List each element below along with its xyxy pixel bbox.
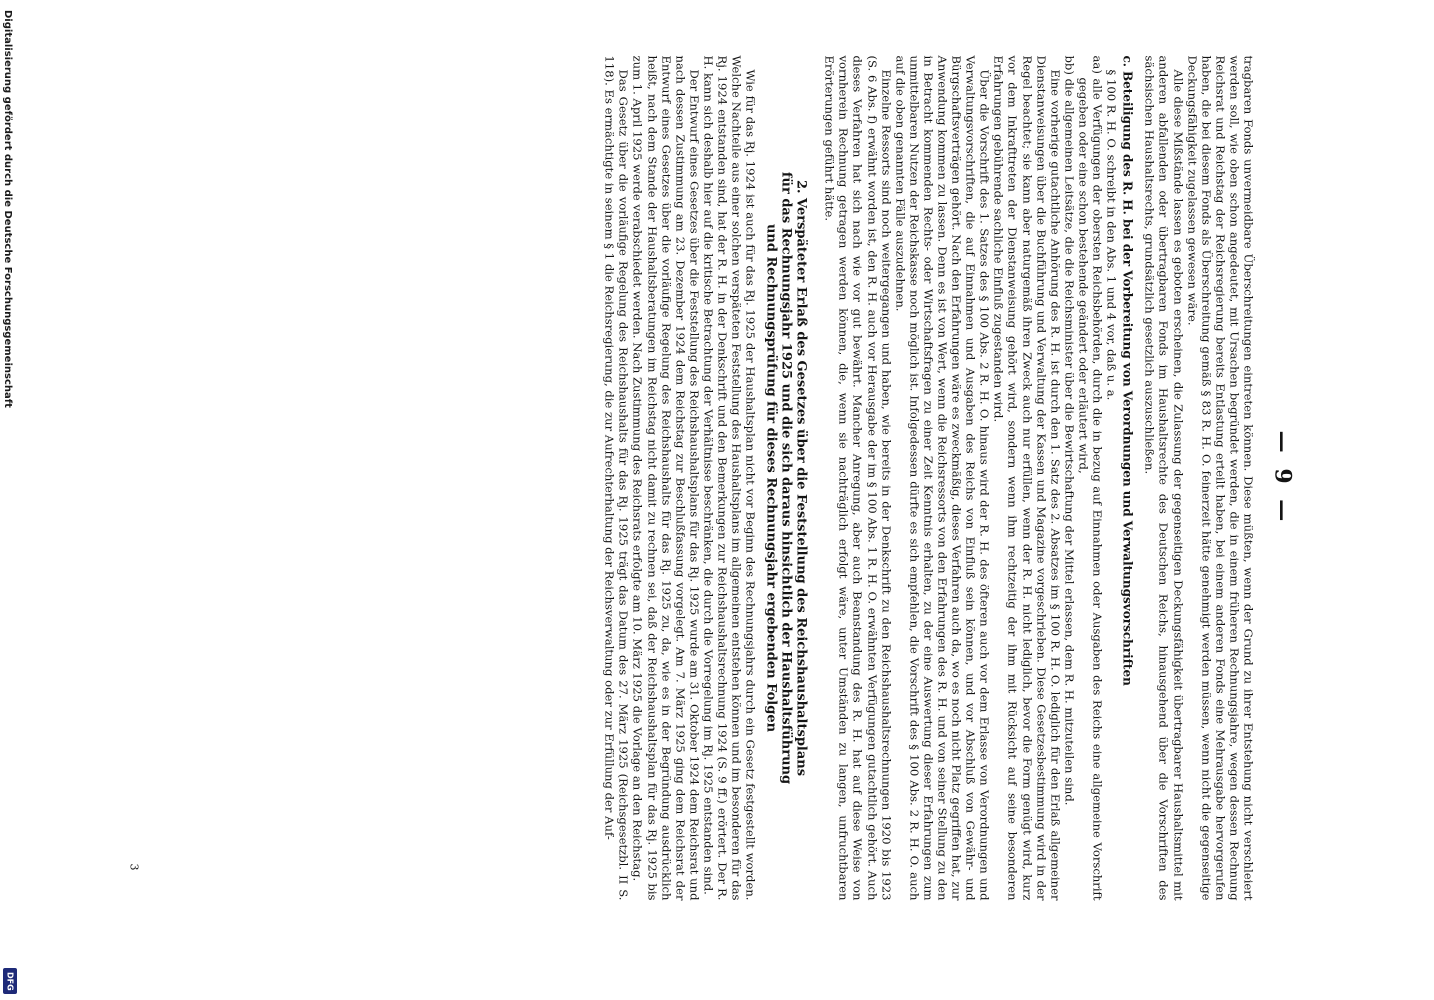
dfg-logo: DFG	[3, 968, 17, 994]
section-c-heading	[1121, 56, 1135, 901]
list-item-text: alle Verfügungen der obersten Reichsbehörden, durch die in bezug auf Einnahmen oder Ausgaben des Reichs eine allgemeine Vorschrift gegeben oder eine schon bestehende geändert oder erläutert wird,	[1076, 77, 1105, 901]
list-item-text: die allgemeinen Leitsätze, die die Reichsminister über die Bewirtschaftung der Mittel erlassen, dem R. H. mitzuteilen sind.	[1062, 78, 1077, 806]
paragraph: Eine vorherige gutachtliche Anhörung des R. H. ist durch den 1. Satz des 2. Absatzes im § 100 R. H. O. lediglich für den Erlaß allgemeiner Dienstanweisungen über die Buchführung und Verwaltung der Kassen und Magazine vorgeschrieben. Diese Gesetzesbestimmung wird in der Regel beachtet; sie kann aber naturgemäß ihren Zweck auch nur erfüllen, wenn der R. H. nicht lediglich, bevor die Form genügt wird, kurz vor dem Inkrafttreten der Dienstanweisung gehört wird, sondern wenn ihm rechtzeitig der ihm mit Rücksicht auf seine besonderen Erfahrungen gebührende sachliche Einfluß zugestanden wird.	[991, 55, 1063, 901]
funding-note-strip	[2, 10, 22, 995]
heading-line: für das Rechnungsjahr 1925 und die sich daraus hinsichtlich der Haushaltsführung	[778, 171, 794, 785]
heading-line: und Rechnungsprüfung für dieses Rechnungsjahr ergebenden Folgen	[763, 223, 779, 733]
paragraph: Das Gesetz über die vorläufige Regelung des Reichshaushalts für das Rj. 1925 trägt das Datum des 27. März 1925 (Reichsgesetzbl. II S. 118). Es ermächtigte in seinem § 1 die Reichsregierung, die zur Aufrechterhaltung der Reichsverwaltung oder zur Erfüllung der Auf-	[602, 55, 631, 901]
page-number: — 9 —	[1269, 430, 1296, 526]
heading-line: 2. Verspäteter Erlaß des Gesetzes über die Feststellung des Reichshaushaltsplans	[793, 179, 809, 777]
document-page	[127, 55, 1296, 901]
section-2-heading	[764, 56, 809, 901]
paragraph: Alle diese Mißstände lassen es geboten erscheinen, die Zulassung der gegenseitigen Deckungsfähigkeit übertragbarer Haushaltsmittel mit anderen abfallenden oder übertragbaren Fonds im Haushaltsrechte des Deutschen Reichs, hinausgehend über die Vorschriften des sächsischen Haushaltsrechts, grundsätzlich gesetzlich auszuschließen.	[1142, 55, 1186, 901]
paragraph: Der Entwurf eines Gesetzes über die Feststellung des Reichshaushaltsplans für das Rj. 1925 wurde am 31. Oktober 1924 dem Reichsrat und nach dessen Zustimmung am 23. Dezember 1924 dem Reichstag zur Beschlußfassung vorgelegt. Am 7. März 1925 ging dem Reichsrat der Entwurf eines Gesetzes über die vorläufige Regelung des Reichshaushalts für das Rj. 1925 zu, da, wie es in der Begründung ausdrücklich heißt, nach dem Stande der Haushaltsberatungen im Reichstag nicht damit zu rechnen sei, daß der Reichshaushaltsplan für das Rj. 1925 bis zum 1. April 1925 werde verabschiedet werden. Nach Zustimmung des Reichsrats erfolgte am 10. März 1925 die Vorlage an den Reichstag.	[630, 55, 702, 901]
paragraph: Über die Vorschrift des 1. Satzes des § 100 Abs. 2 R. H. O. hinaus wird der R. H. des öfteren auch vor dem Erlasse von Verordnungen und Verwaltungsvorschriften, die auf Einnahmen und Ausgaben des Reichs von Einfluß sein können, und vor Abschluß von Gewähr- und Bürgschaftsverträgen gehört. Nach den Erfahrungen wäre es zweckmäßig, dieses Verfahren auch da, wo es noch nicht Platz gegriffen hat, zur Anwendung kommen zu lassen. Denn es ist von Wert, wenn die Reichsressorts von den Erfahrungen des R. H. und von seiner Stellung zu den in Betracht kommenden Rechts- oder Wirtschaftsfragen zu einer Zeit Kenntnis erhalten, zu der eine Auswertung dieser Erfahrungen zum unmittelbaren Nutzen der Reichskasse noch möglich ist. Infolgedessen dürfte es sich empfehlen, die Vorschrift des § 100 Abs. 2 R. H. O. auch auf die oben genannten Fälle auszudehnen.	[893, 55, 992, 901]
paragraph: Einzelne Ressorts sind noch weitergegangen und haben, wie bereits in der Denkschrift zu den Reichshaushaltsrechnungen 1920 bis 1923 (S. 6 Abs. f) erwähnt worden ist, den R. H. auch vor Herausgabe der im § 100 Abs. 1 R. H. O. erwähnten Verfügungen gutachtlich gehört. Auch dieses Verfahren hat sich nach wie vor gut bewährt. Mancher Anregung, aber auch Beanstandung des R. H. hat auf diese Weise von vornherein Rechnung getragen werden können, die, wenn sie nachträglich erfolgt wäre, unter Umständen zu langen, unfruchtbaren Erörterungen geführt hätte.	[822, 55, 894, 901]
paragraph: Wie für das Rj. 1924 ist auch für das Rj. 1925 der Haushaltsplan nicht vor Beginn des Rechnungsjahrs durch ein Gesetz festgestellt worden. Welche Nachteile aus einer solchen verspäteten Feststellung des Haushaltsplans im allgemeinen entstehen können und im besonderen für das Rj. 1924 entstanden sind, hat der R. H. in der Denkschrift und den Bemerkungen zur Reichshaushaltsrechnung 1924 (S. 9 ff.) erörtert. Der R. H. kann sich deshalb hier auf die kritische Betrachtung der Verhältnisse beschränken, die durch die Vorregelung im Rj. 1925 entstanden sind.	[701, 55, 758, 901]
paragraph: § 100 R. H. O. schreibt in den Abs. 1 und 4 vor, daß u. a.	[1104, 69, 1119, 401]
list-item-label: bb)	[1062, 55, 1077, 75]
signature-mark: 3	[127, 863, 141, 871]
list-item-label: aa)	[1090, 55, 1105, 74]
section-title: Beteiligung des R. H. bei der Vorbereitung von Verordnungen und Verwaltungsvorschriften	[1120, 70, 1135, 686]
funding-note: Digitalisierung gefördert durch die Deutsche Forschungsgemeinschaft	[2, 10, 13, 408]
section-label: c.	[1120, 55, 1135, 67]
list-item	[1076, 56, 1104, 901]
paragraph: tragbaren Fonds unvermeidbare Überschreitungen eintreten können. Diese müßten, wenn der Grund zu ihrer Entstehung nicht verschleiert werden soll, wie oben schon angedeutet, mit Ursachen begründet werden, die in einem früheren Rechnungsjahre, wegen dessen Rechnung Reichsrat und Reichstag der Reichsregierung bereits Entlastung erteilt haben, bei einem anderen Fonds eine Mehrausgabe hervorgerufen haben, die bei diesem Fonds als Überschreitung gemäß § 83 R. H. O. feinerzeit hätte genehmigt werden müssen, wenn nicht die gegenseitige Deckungsfähigkeit zugelassen gewesen wäre.	[1185, 55, 1256, 901]
list-item	[1062, 56, 1076, 901]
